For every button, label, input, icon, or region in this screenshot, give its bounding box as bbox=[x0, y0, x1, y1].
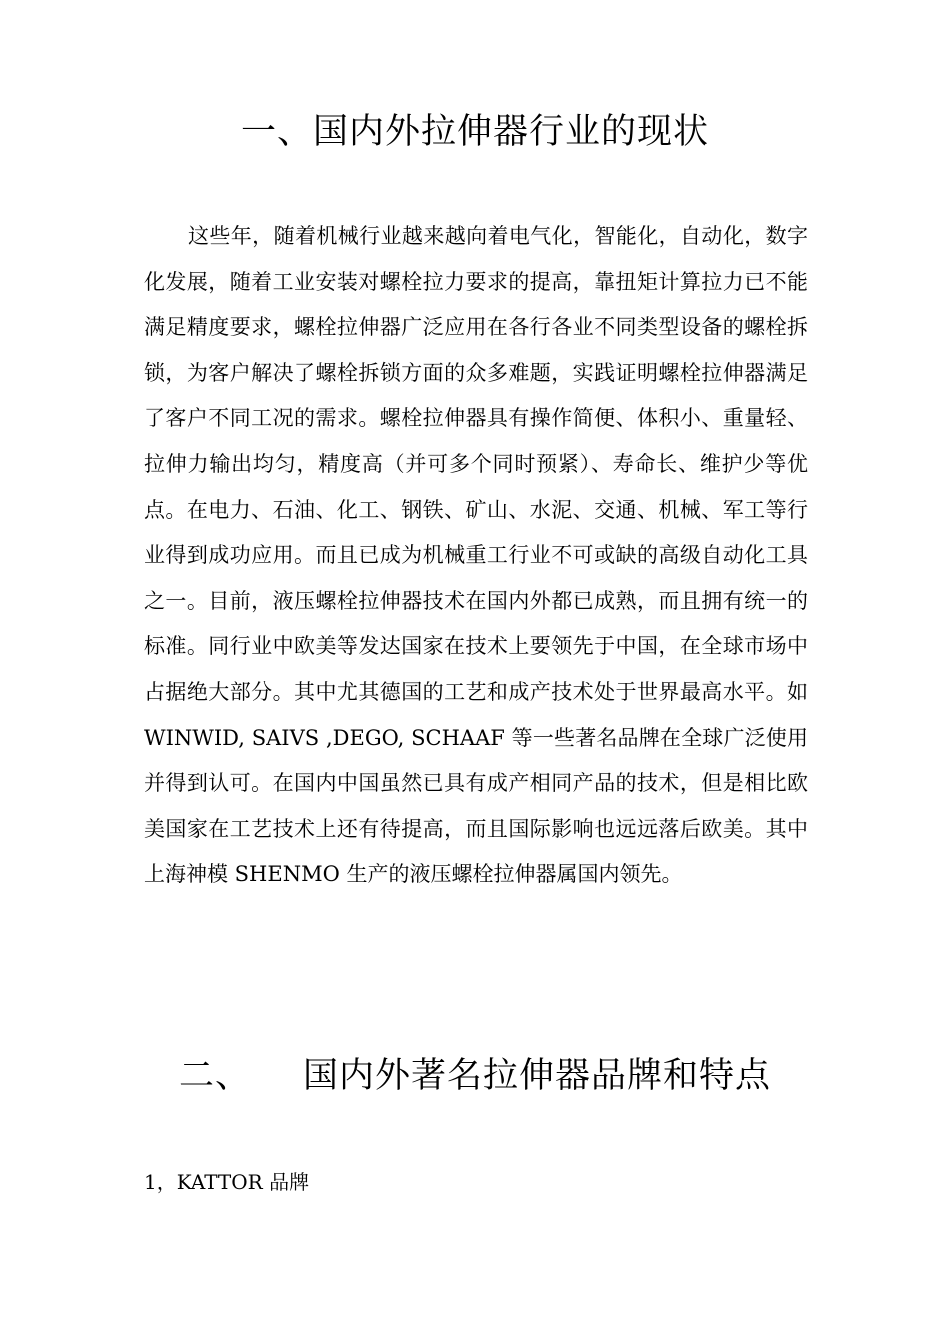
section-2-number: 二、 bbox=[178, 1056, 251, 1096]
section-2-heading bbox=[0, 1048, 950, 1098]
section-2-title: 国内外著名拉伸器品牌和特点 bbox=[303, 1056, 772, 1096]
subsection-item-1: 1，KATTOR 品牌 bbox=[144, 1170, 310, 1194]
section-1-paragraph: 这些年，随着机械行业越来越向着电气化，智能化，自动化，数字化发展，随着工业安装对螺栓拉力要求的提高，靠扭矩计算拉力已不能满足精度要求，螺栓拉伸器广泛应用在各行各业不同类型设备的螺栓拆锁，为客户解决了螺栓拆锁方面的众多难题，实践证明螺栓拉伸器满足了客户不同工况的需求。螺栓拉伸器具有操作简便、体积小、重量轻、拉伸力输出均匀，精度高（并可多个同时预紧）、寿命长、维护少等优点。在电力、石油、化工、钢铁、矿山、水泥、交通、机械、军工等行业得到成功应用。而且已成为机械重工行业不可或缺的高级自动化工具之一。目前，液压螺栓拉伸器技术在国内外都已成熟，而且拥有统一的标准。同行业中欧美等发达国家在技术上要领先于中国，在全球市场中占据绝大部分。其中尤其德国的工艺和成产技术处于世界最高水平。如 WINWID, SAIVS ,DEGO, SCHAAF 等一些著名品牌在全球广泛使用并得到认可。在国内中国虽然已具有成产相同产品的技术，但是相比欧美国家在工艺技术上还有待提高，而且国际影响也远远落后欧美。其中上海神模 SHENMO 生产的液压螺栓拉伸器属国内领先。 bbox=[144, 224, 808, 887]
section-1-heading: 一、国内外拉伸器行业的现状 bbox=[240, 112, 709, 152]
